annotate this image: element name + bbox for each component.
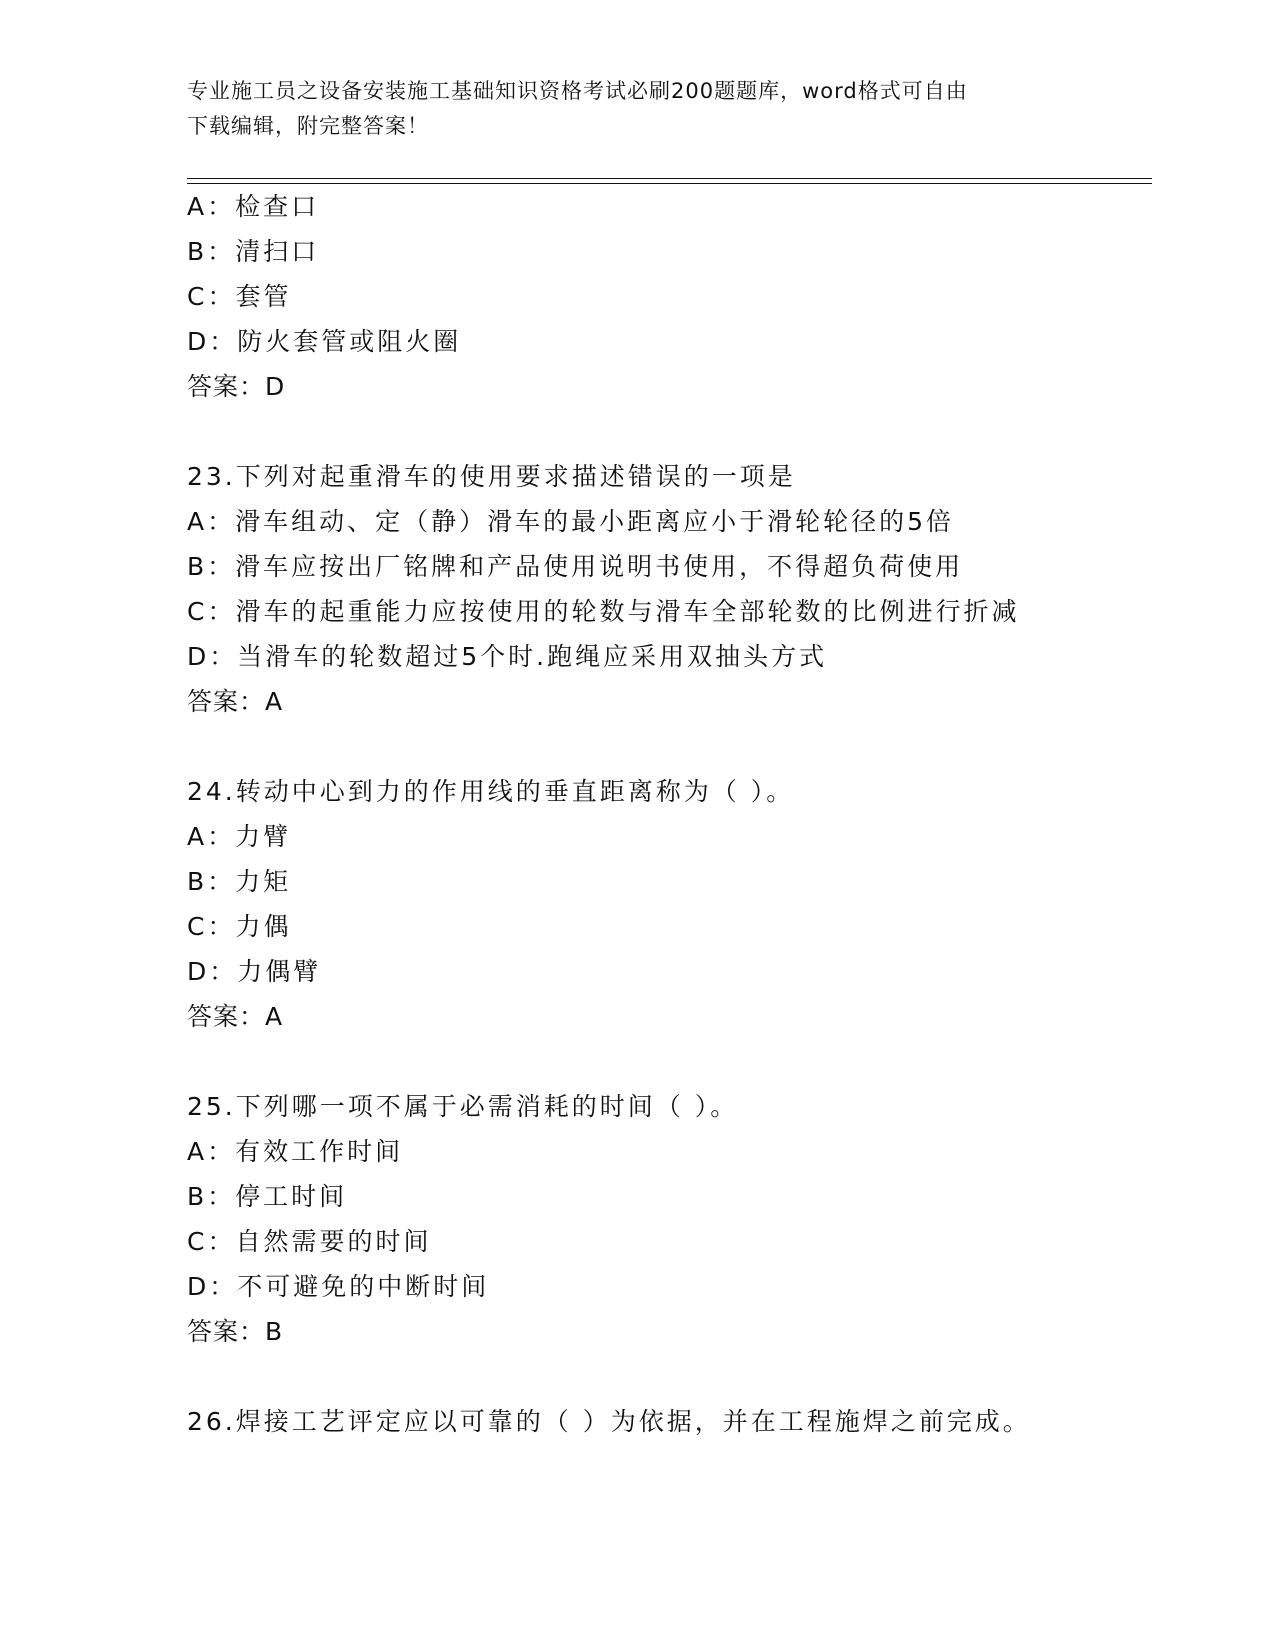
- document-header: [187, 74, 1067, 144]
- option-c: C：力偶: [187, 912, 292, 941]
- option-b: B：清扫口: [187, 237, 320, 266]
- option-d: D：不可避免的中断时间: [187, 1272, 490, 1301]
- option-c: C：套管: [187, 282, 292, 311]
- option-d: D：力偶臂: [187, 957, 322, 986]
- header-line-2: 下载编辑，附完整答案！: [187, 114, 429, 138]
- option-b: B：停工时间: [187, 1182, 348, 1211]
- option-c: C：自然需要的时间: [187, 1227, 432, 1256]
- header-divider-bottom: [187, 183, 1152, 184]
- option-a: A：力臂: [187, 822, 292, 851]
- option-a: A：滑车组动、定（静）滑车的最小距离应小于滑轮轮径的5倍: [187, 507, 955, 536]
- header-divider-top: [187, 178, 1152, 179]
- question-24: 24.转动中心到力的作用线的垂直距离称为（ ）。: [187, 777, 795, 806]
- answer: 答案：A: [187, 1002, 284, 1031]
- question-26: 26.焊接工艺评定应以可靠的（ ）为依据，并在工程施焊之前完成。: [187, 1407, 1031, 1436]
- option-c: C：滑车的起重能力应按使用的轮数与滑车全部轮数的比例进行折减: [187, 597, 1020, 626]
- option-a: A：检查口: [187, 192, 320, 221]
- header-line-1: 专业施工员之设备安装施工基础知识资格考试必刷200题题库，word格式可自由: [187, 79, 968, 103]
- option-b: B：滑车应按出厂铭牌和产品使用说明书使用，不得超负荷使用: [187, 552, 964, 581]
- question-25: 25.下列哪一项不属于必需消耗的时间（ ）。: [187, 1092, 739, 1121]
- answer: 答案：D: [187, 372, 286, 401]
- option-d: D：当滑车的轮数超过5个时.跑绳应采用双抽头方式: [187, 642, 828, 671]
- question-23: 23.下列对起重滑车的使用要求描述错误的一项是: [187, 462, 796, 491]
- option-d: D：防火套管或阻火圈: [187, 327, 462, 356]
- answer: 答案：A: [187, 687, 284, 716]
- answer: 答案：B: [187, 1317, 284, 1346]
- option-b: B：力矩: [187, 867, 292, 896]
- option-a: A：有效工作时间: [187, 1137, 404, 1166]
